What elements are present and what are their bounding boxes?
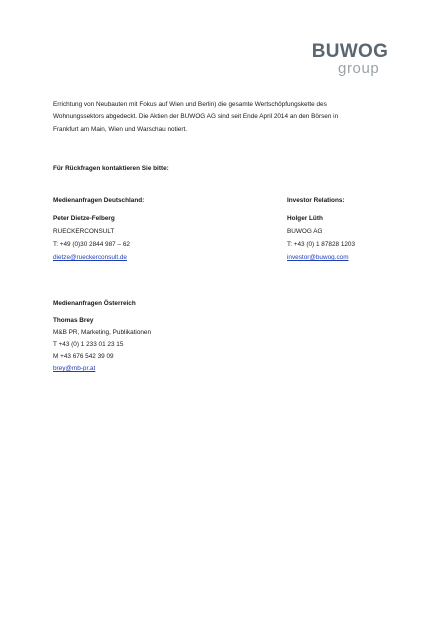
austria-phone: T +43 (0) 1 233 01 23 15 — [53, 341, 124, 348]
germany-company: RUECKERCONSULT — [53, 228, 115, 235]
germany-email-link[interactable]: dietze@rueckerconsult.de — [53, 254, 127, 261]
intro-line-3: Frankfurt am Main, Wien und Warschau notiert. — [53, 125, 188, 133]
logo-subtitle: group — [338, 60, 380, 77]
logo-wordmark: BUWOG — [311, 41, 389, 62]
germany-contact-name: Peter Dietze-Felberg — [53, 215, 115, 222]
investor-email-wrap — [287, 253, 349, 262]
investor-email-link[interactable]: investor@buwog.com — [287, 254, 349, 261]
austria-contact-name: Thomas Brey — [53, 317, 94, 324]
austria-mobile: M +43 676 542 39 09 — [53, 353, 114, 360]
germany-phone: T: +49 (0)30 2844 987 – 62 — [53, 241, 130, 248]
intro-line-2: Wohnungssektors abgedeckt. Die Aktien der BUWOG AG sind seit Ende April 2014 an den Börsen in — [53, 113, 339, 121]
investor-heading: Investor Relations: — [287, 197, 345, 204]
austria-email-link[interactable]: brey@mb-pr.at — [53, 365, 96, 372]
austria-company: M&B PR, Marketing, Publikationen — [53, 329, 152, 336]
germany-heading: Medienanfragen Deutschland: — [53, 197, 145, 204]
investor-company: BUWOG AG — [287, 228, 323, 235]
austria-heading: Medienanfragen Österreich — [53, 300, 136, 307]
investor-contact-name: Holger Lüth — [287, 215, 323, 222]
intro-paragraph — [53, 99, 393, 136]
austria-email-wrap — [53, 364, 95, 373]
contact-prompt: Für Rückfragen kontaktieren Sie bitte: — [53, 165, 169, 172]
buwog-logo — [308, 42, 392, 76]
germany-email-wrap — [53, 253, 127, 262]
intro-line-1: Errichtung von Neubauten mit Fokus auf Wien und Berlin) die gesamte Wertschöpfungskette des — [53, 101, 327, 108]
investor-phone: T: +43 (0) 1 87828 1203 — [287, 241, 356, 248]
